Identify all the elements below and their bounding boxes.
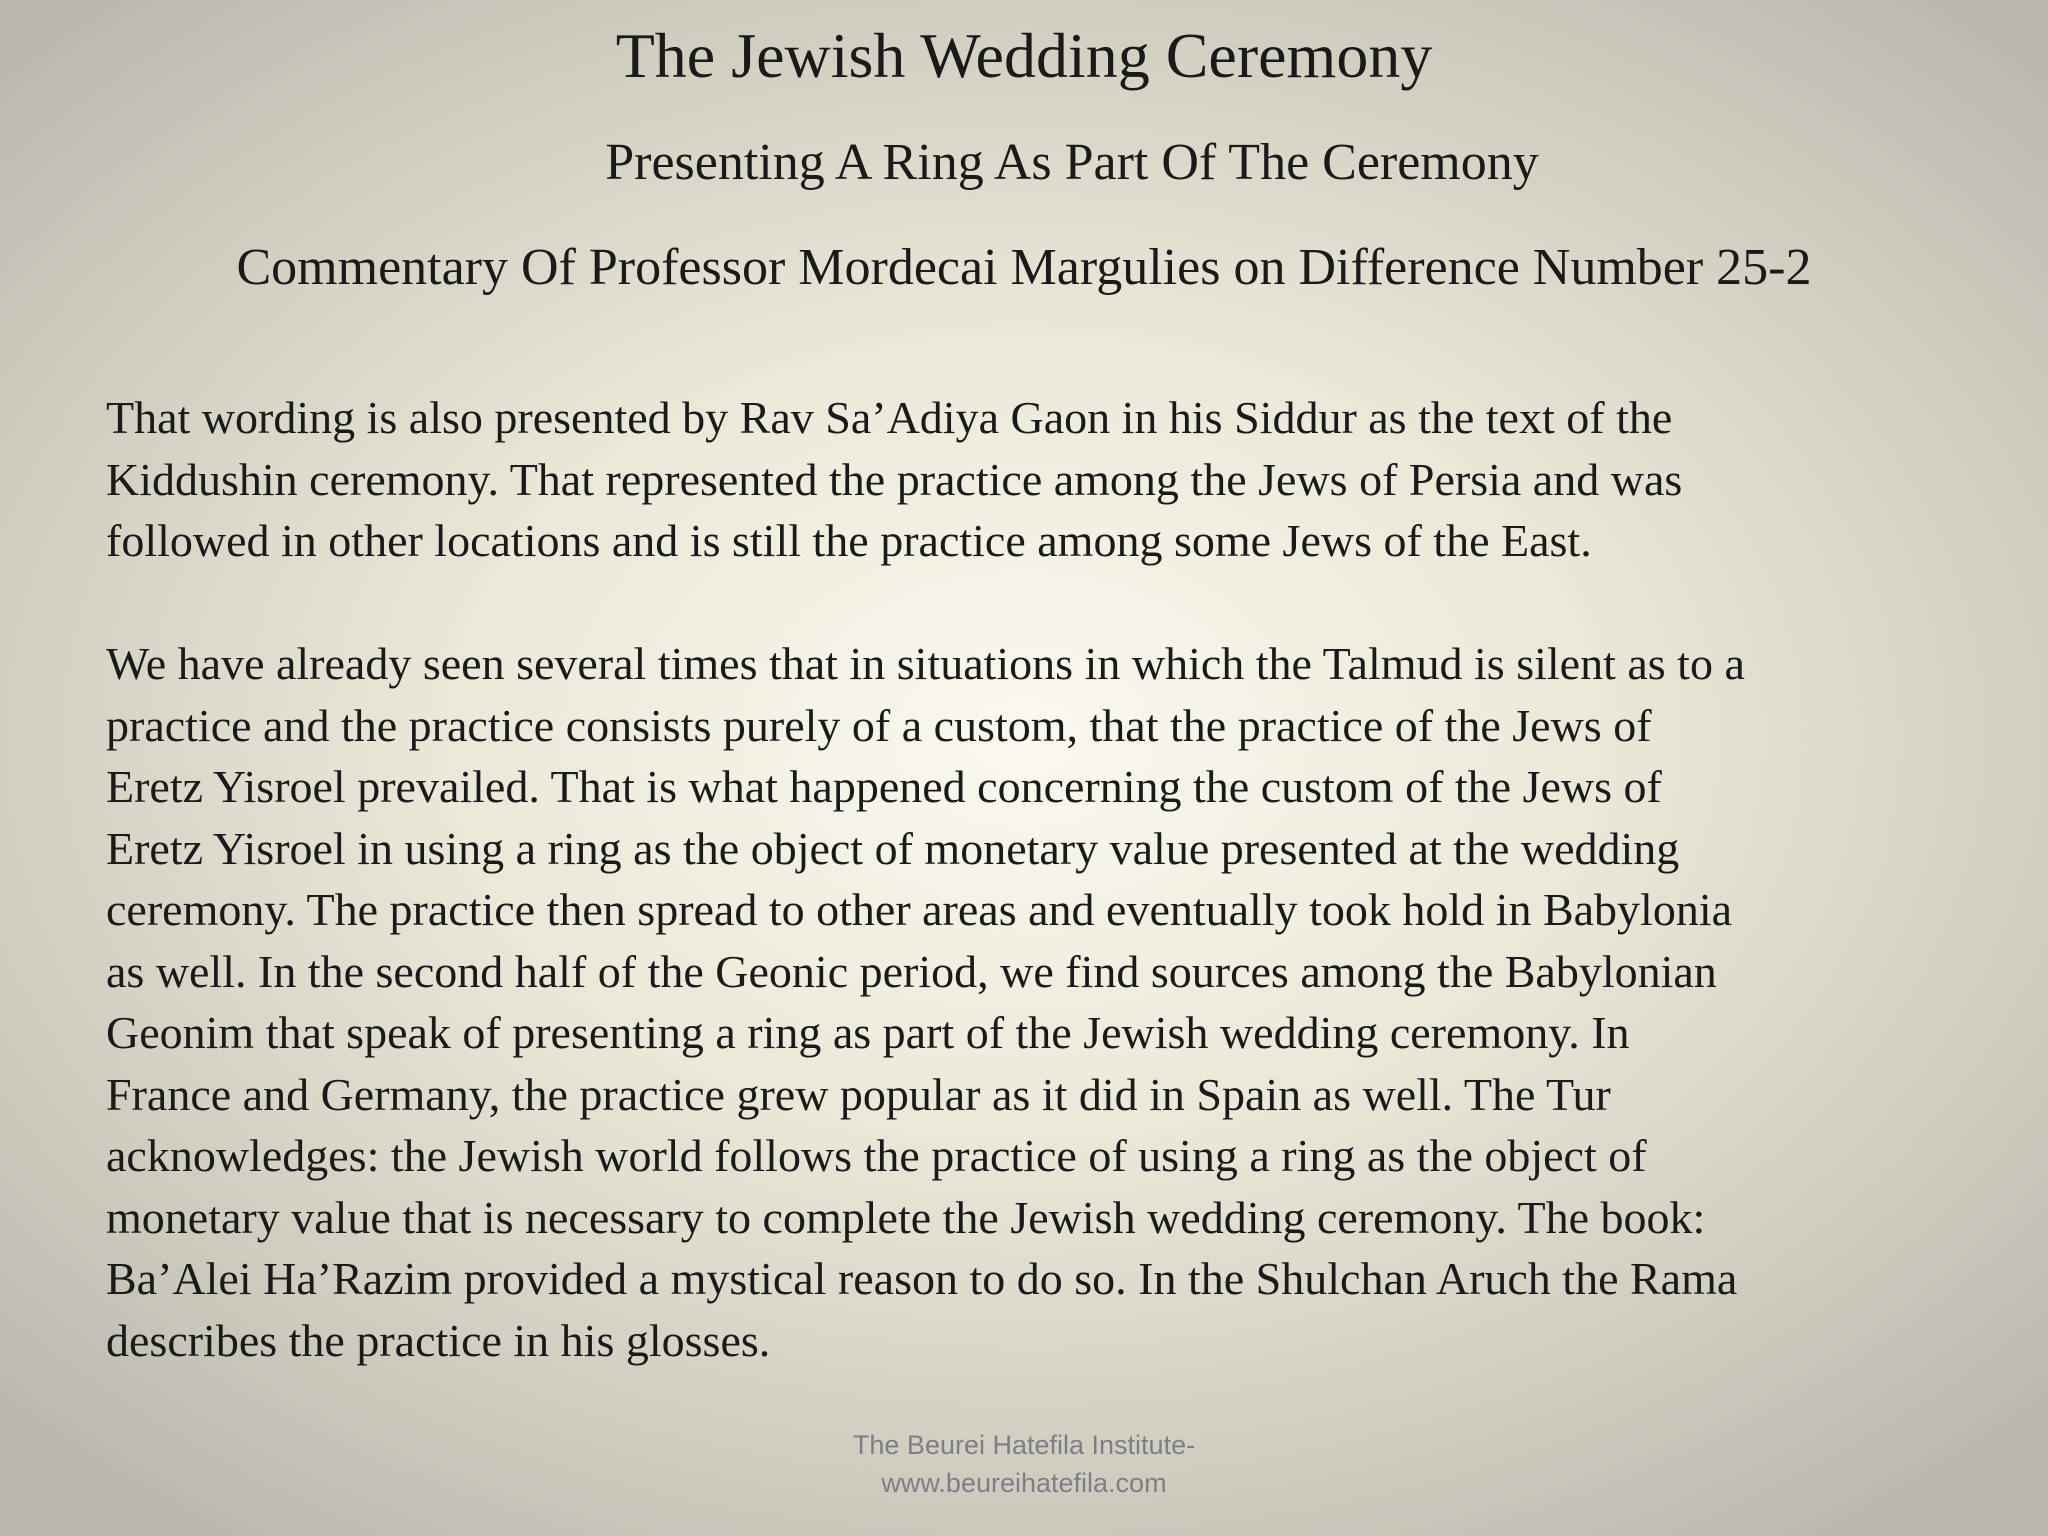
footer-url: www.beureihatefila.com — [881, 1468, 1167, 1498]
slide-footer — [0, 1426, 2048, 1502]
slide-body — [106, 387, 1906, 1371]
body-paragraph-1: That wording is also presented by Rav Sa’Adiya Gaon in his Siddur as the text of the Kiddushin ceremony. That represented the practice among the Jews of Persia and was followed in other locations and is still the practice among some Jews of the East. — [106, 392, 1683, 566]
slide-commentary-heading: Commentary Of Professor Mordecai Margulies on Difference Number 25-2 — [236, 239, 1812, 296]
slide-subtitle: Presenting A Ring As Part Of The Ceremony — [605, 134, 1539, 191]
body-paragraph-2: We have already seen several times that in situations in which the Talmud is silent as to a practice and the practice consists purely of a custom, that the practice of the Jews of Eretz Yisroel prevailed. That is what happened concerning the custom of the Jews of Eretz Yisroel in using a ring as the object of monetary value presented at the wedding ceremony. The practice then spread to other areas and eventually took hold in Babylonia as well. In the second half of the Geonic period, we find sources among the Babylonian Geonim that speak of presenting a ring as part of the Jewish wedding ceremony. In France and Germany, the practice grew popular as it did in Spain as well. The Tur acknowledges: the Jewish world follows the practice of using a ring as the object of monetary value that is necessary to complete the Jewish wedding ceremony. The book: Ba’Alei Ha’Razim provided a mystical reason to do so. In the Shulchan Aruch the Rama describes the practice in his glosses. — [106, 638, 1745, 1366]
slide-title: The Jewish Wedding Ceremony — [615, 20, 1433, 91]
footer-institute: The Beurei Hatefila Institute- — [852, 1430, 1196, 1460]
